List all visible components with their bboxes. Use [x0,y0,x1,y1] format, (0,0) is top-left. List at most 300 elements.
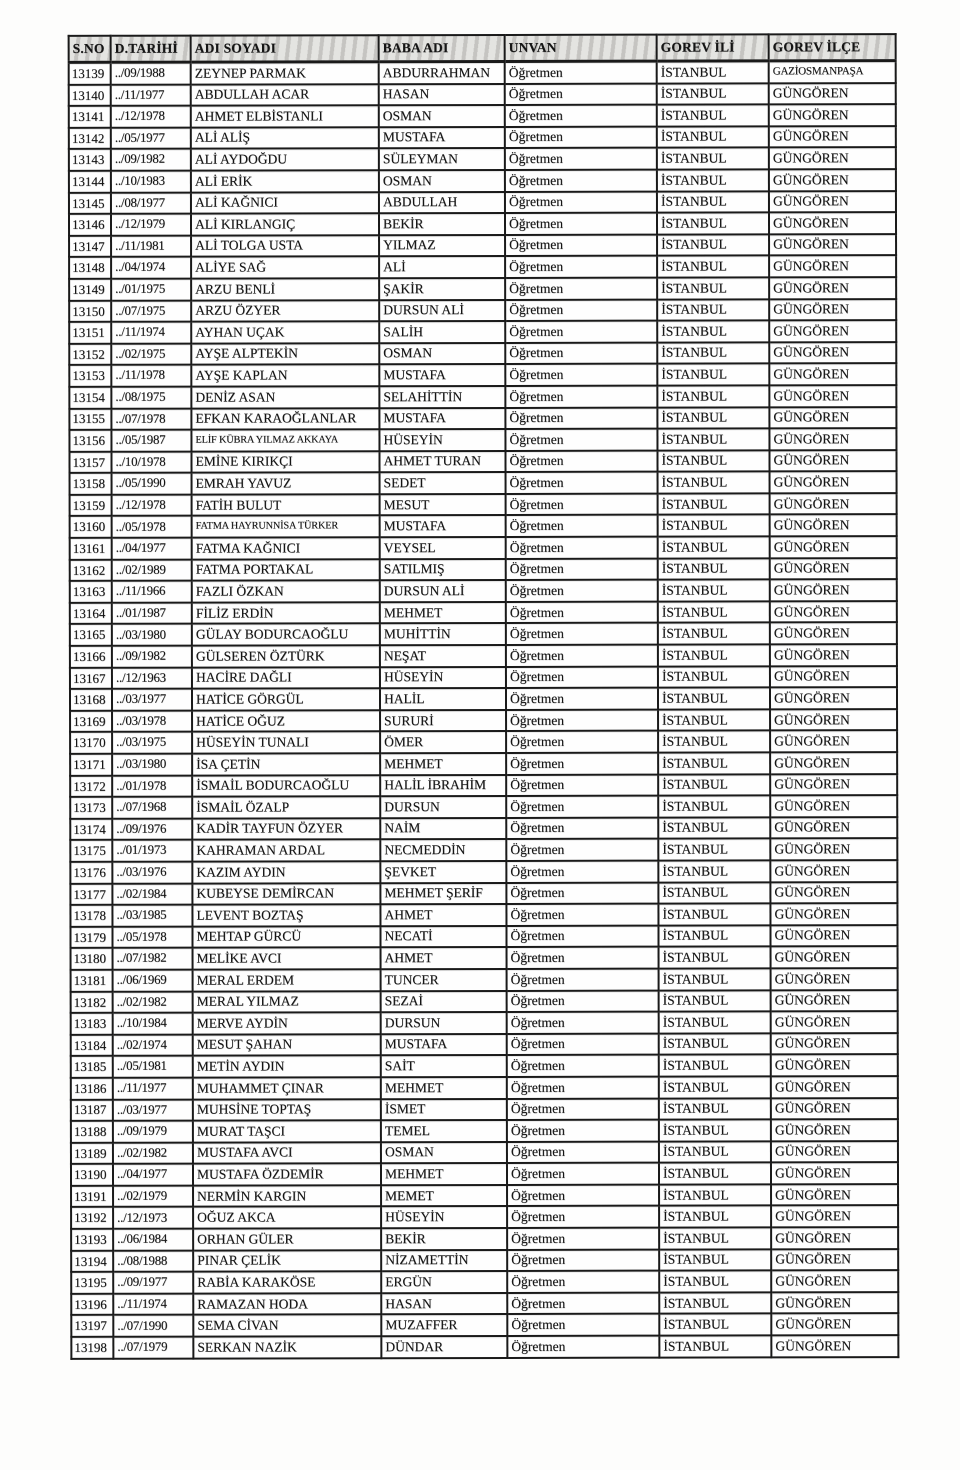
cell-date: ../02/1982 [113,1142,193,1164]
cell-title: Öğretmen [506,472,658,494]
cell-title: Öğretmen [505,126,657,148]
cell-district: GÜNGÖREN [769,234,896,256]
cell-district: GÜNGÖREN [771,1314,898,1336]
cell-date: ../07/1982 [113,948,193,970]
cell-date: ../11/1966 [112,581,192,603]
cell-date: ../02/1975 [111,343,191,365]
table-row [69,148,896,171]
cell-date: ../07/1979 [113,1337,193,1359]
table-row [70,839,897,862]
cell-title: Öğretmen [506,601,658,623]
cell-district: GÜNGÖREN [770,903,897,925]
cell-city: İSTANBUL [657,299,769,321]
cell-father: MEMET [381,1185,507,1207]
cell-name: EMİNE KIRIKÇI [191,451,379,473]
cell-father: MEHMET [380,602,506,624]
cell-district: GÜNGÖREN [769,385,896,407]
table-row [71,1249,898,1272]
cell-sno: 13145 [69,192,111,214]
cell-name: ORHAN GÜLER [193,1228,381,1250]
column-header-district: GOREV İLÇE [769,34,896,61]
cell-sno: 13149 [69,279,111,301]
cell-city: İSTANBUL [659,1271,771,1293]
cell-date: ../02/1982 [113,991,193,1013]
cell-name: AHMET ELBİSTANLI [191,105,379,127]
cell-district: GÜNGÖREN [771,990,898,1012]
cell-sno: 13140 [69,84,111,106]
cell-city: İSTANBUL [658,558,770,580]
cell-date: ../11/1977 [113,1078,193,1100]
cell-sno: 13179 [70,927,112,949]
cell-father: AHMET TURAN [379,451,505,473]
cell-father: ŞEVKET [380,861,506,883]
cell-title: Öğretmen [505,191,657,213]
cell-date: ../03/1977 [112,689,192,711]
cell-district: GÜNGÖREN [771,1335,898,1357]
cell-district: GÜNGÖREN [769,277,896,299]
cell-title: Öğretmen [505,450,657,472]
cell-name: HATİCE OĞUZ [192,710,380,732]
table-row [69,450,896,473]
cell-city: İSTANBUL [658,817,770,839]
cell-district: GÜNGÖREN [771,1076,898,1098]
table-row [70,774,897,797]
cell-sno: 13191 [71,1186,113,1208]
cell-sno: 13143 [69,149,111,171]
cell-date: ../12/1979 [111,214,191,236]
cell-district: GÜNGÖREN [771,1249,898,1271]
cell-city: İSTANBUL [659,1033,771,1055]
cell-sno: 13192 [71,1207,113,1229]
cell-date: ../11/1981 [111,235,191,257]
table-row [71,1054,898,1077]
cell-city: İSTANBUL [659,1163,771,1185]
cell-city: İSTANBUL [657,342,769,364]
cell-father: ERGÜN [381,1271,507,1293]
cell-city: İSTANBUL [657,191,769,213]
cell-father: DURSUN [380,796,506,818]
cell-district: GÜNGÖREN [769,428,896,450]
cell-father: AHMET [380,904,506,926]
cell-sno: 13183 [71,1013,113,1035]
cell-date: ../07/1968 [112,797,192,819]
cell-date: ../06/1969 [113,970,193,992]
cell-title: Öğretmen [505,407,657,429]
cell-title: Öğretmen [507,1314,659,1336]
cell-city: İSTANBUL [657,385,769,407]
cell-father: İSMET [381,1098,507,1120]
table-row [70,536,897,559]
cell-district: GÜNGÖREN [771,968,898,990]
cell-sno: 13180 [71,948,113,970]
cell-date: ../03/1980 [112,754,192,776]
cell-sno: 13184 [71,1034,113,1056]
cell-sno: 13139 [69,62,111,84]
cell-sno: 13169 [70,711,112,733]
cell-sno: 13193 [71,1229,113,1251]
cell-sno: 13189 [71,1142,113,1164]
cell-father: NECMEDDİN [380,839,506,861]
table-row [70,666,897,689]
cell-district: GÜNGÖREN [771,1033,898,1055]
cell-title: Öğretmen [506,494,658,516]
table-row [70,687,897,710]
cell-name: ARZU ÖZYER [191,300,379,322]
cell-district: GÜNGÖREN [770,558,897,580]
cell-father: HÜSEYİN [380,667,506,689]
cell-title: Öğretmen [507,1185,659,1207]
cell-father: BEKİR [379,213,505,235]
cell-sno: 13168 [70,689,112,711]
table-row [69,428,896,451]
cell-city: İSTANBUL [657,364,769,386]
cell-title: Öğretmen [506,623,658,645]
table-row [70,882,897,905]
table-row [71,1098,898,1121]
cell-city: İSTANBUL [657,83,769,105]
cell-district: GÜNGÖREN [770,839,897,861]
cell-name: FATİH BULUT [192,494,380,516]
table-row [69,234,896,257]
cell-father: SEDET [380,472,506,494]
cell-city: İSTANBUL [657,256,769,278]
table-row [70,817,897,840]
cell-district: GÜNGÖREN [771,1227,898,1249]
cell-district: GÜNGÖREN [770,731,897,753]
cell-date: ../07/1990 [113,1315,193,1337]
cell-date: ../03/1985 [112,905,192,927]
cell-sno: 13146 [69,214,111,236]
cell-name: PINAR ÇELİK [193,1250,381,1272]
cell-sno: 13156 [69,430,111,452]
table-row [70,558,897,581]
cell-district: GÜNGÖREN [769,148,896,170]
cell-name: ALİ TOLGA USTA [191,235,379,257]
cell-father: MUSTAFA [381,1034,507,1056]
cell-name: GÜLSEREN ÖZTÜRK [192,645,380,667]
cell-city: İSTANBUL [659,1184,771,1206]
table-row [69,363,896,386]
cell-sno: 13158 [70,473,112,495]
cell-name: AYŞE ALPTEKİN [191,343,379,365]
cell-father: TUNCER [381,969,507,991]
cell-date: ../08/1988 [113,1250,193,1272]
table-row [69,83,896,106]
cell-father: HASAN [379,84,505,106]
cell-father: MEHMET ŞERİF [380,883,506,905]
cell-father: DURSUN ALİ [379,299,505,321]
table-row [69,104,896,127]
table-row [70,731,897,754]
cell-date: ../11/1977 [111,84,191,106]
cell-sno: 13190 [71,1164,113,1186]
cell-district: GÜNGÖREN [770,515,897,537]
column-header-sno: S.NO [69,36,111,63]
table-row [69,255,896,278]
cell-title: Öğretmen [506,580,658,602]
cell-father: NECATİ [380,926,506,948]
cell-father: MEHMET [380,753,506,775]
cell-district: GÜNGÖREN [769,83,896,105]
cell-sno: 13175 [70,840,112,862]
cell-date: ../03/1976 [112,862,192,884]
cell-father: SURURİ [380,710,506,732]
cell-district: GÜNGÖREN [771,1119,898,1141]
cell-district: GÜNGÖREN [771,1162,898,1184]
cell-city: İSTANBUL [658,709,770,731]
cell-date: ../03/1977 [113,1099,193,1121]
cell-name: KUBEYSE DEMİRCAN [192,883,380,905]
cell-sno: 13182 [71,991,113,1013]
cell-title: Öğretmen [505,364,657,386]
cell-district: GÜNGÖREN [769,255,896,277]
cell-district: GÜNGÖREN [770,925,897,947]
cell-city: İSTANBUL [659,1141,771,1163]
cell-city: İSTANBUL [658,860,770,882]
cell-sno: 13151 [69,322,111,344]
cell-city: İSTANBUL [658,536,770,558]
cell-name: ALİ ERİK [191,170,379,192]
cell-sno: 13147 [69,236,111,258]
cell-date: ../01/1975 [111,279,191,301]
cell-title: Öğretmen [507,1098,659,1120]
cell-name: KAZIM AYDIN [192,861,380,883]
cell-name: ALİ KIRLANGIÇ [191,213,379,235]
cell-sno: 13181 [71,970,113,992]
cell-date: ../03/1980 [112,624,192,646]
cell-city: İSTANBUL [658,644,770,666]
cell-sno: 13167 [70,667,112,689]
cell-father: ŞAKİR [379,278,505,300]
cell-city: İSTANBUL [658,666,770,688]
cell-father: HALİL [380,688,506,710]
table-row [69,212,896,235]
cell-father: HALİL İBRAHİM [380,775,506,797]
cell-date: ../09/1982 [112,646,192,668]
cell-father: TEMEL [381,1120,507,1142]
cell-title: Öğretmen [506,515,658,537]
table-row [71,990,898,1013]
cell-name: EMRAH YAVUZ [192,472,380,494]
cell-name: MURAT TAŞCI [193,1120,381,1142]
cell-date: ../05/1978 [112,516,192,538]
cell-city: İSTANBUL [658,580,770,602]
cell-city: İSTANBUL [658,904,770,926]
cell-name: FAZLI ÖZKAN [192,580,380,602]
cell-sno: 13163 [70,581,112,603]
cell-title: Öğretmen [506,925,658,947]
cell-city: İSTANBUL [658,882,770,904]
cell-father: OSMAN [379,343,505,365]
cell-name: ARZU BENLİ [191,278,379,300]
cell-title: Öğretmen [507,969,659,991]
table-row [69,407,896,430]
cell-district: GÜNGÖREN [771,1206,898,1228]
cell-sno: 13142 [69,128,111,150]
cell-title: Öğretmen [506,709,658,731]
cell-sno: 13173 [70,797,112,819]
table-row [71,1184,898,1207]
cell-sno: 13159 [70,495,112,517]
cell-sno: 13195 [71,1272,113,1294]
cell-name: FATMA PORTAKAL [192,559,380,581]
cell-district: GÜNGÖREN [770,536,897,558]
cell-title: Öğretmen [507,1271,659,1293]
table-row [71,1033,898,1056]
cell-date: ../11/1978 [111,365,191,387]
cell-district: GÜNGÖREN [770,623,897,645]
cell-city: İSTANBUL [659,1012,771,1034]
table-row [70,795,897,818]
cell-district: GÜNGÖREN [769,169,896,191]
cell-father: YILMAZ [379,235,505,257]
cell-title: Öğretmen [506,817,658,839]
cell-sno: 13162 [70,559,112,581]
cell-name: İSMAİL BODURCAOĞLU [192,775,380,797]
table-row [70,644,897,667]
column-header-title: UNVAN [505,35,657,62]
cell-city: İSTANBUL [657,407,769,429]
cell-title: Öğretmen [505,256,657,278]
cell-name: METİN AYDIN [193,1056,381,1078]
column-header-date: D.TARİHİ [111,36,191,63]
cell-date: ../05/1987 [111,430,191,452]
cell-father: DURSUN [381,1012,507,1034]
cell-title: Öğretmen [505,83,657,105]
cell-sno: 13152 [69,343,111,365]
cell-city: İSTANBUL [658,515,770,537]
cell-date: ../05/1978 [112,926,192,948]
cell-city: İSTANBUL [658,601,770,623]
cell-date: ../03/1975 [112,732,192,754]
cell-sno: 13188 [71,1121,113,1143]
cell-name: NERMİN KARGIN [193,1185,381,1207]
cell-title: Öğretmen [505,386,657,408]
cell-name: DENİZ ASAN [191,386,379,408]
cell-title: Öğretmen [506,904,658,926]
table-row [70,709,897,732]
cell-sno: 13174 [70,819,112,841]
cell-name: MESUT ŞAHAN [193,1034,381,1056]
cell-title: Öğretmen [506,839,658,861]
cell-name: SEMA CİVAN [193,1315,381,1337]
cell-date: ../06/1984 [113,1229,193,1251]
table-row [71,1119,898,1142]
cell-city: İSTANBUL [657,321,769,343]
cell-name: KAHRAMAN ARDAL [192,840,380,862]
table-row [70,903,897,926]
cell-title: Öğretmen [506,666,658,688]
cell-city: İSTANBUL [659,947,771,969]
cell-city: İSTANBUL [657,169,769,191]
cell-sno: 13164 [70,603,112,625]
cell-city: İSTANBUL [659,1076,771,1098]
cell-title: Öğretmen [505,148,657,170]
cell-district: GÜNGÖREN [770,644,897,666]
table-row [71,946,898,969]
cell-father: ABDULLAH [379,192,505,214]
cell-city: İSTANBUL [657,213,769,235]
cell-date: ../11/1974 [111,322,191,344]
cell-father: OSMAN [379,105,505,127]
cell-name: LEVENT BOZTAŞ [192,904,380,926]
cell-name: MERAL ERDEM [193,969,381,991]
cell-sno: 13165 [70,624,112,646]
cell-date: ../11/1974 [113,1293,193,1315]
cell-name: ALİ ALİŞ [191,127,379,149]
cell-city: İSTANBUL [658,752,770,774]
table-row [69,320,896,343]
cell-district: GÜNGÖREN [769,363,896,385]
cell-name: ALİ KAĞNICI [191,192,379,214]
cell-sno: 13160 [70,516,112,538]
cell-father: MUSTAFA [380,515,506,537]
cell-father: MUSTAFA [379,364,505,386]
cell-name: İSA ÇETİN [192,753,380,775]
cell-district: GÜNGÖREN [769,342,896,364]
cell-father: SÜLEYMAN [379,148,505,170]
cell-date: ../08/1977 [111,192,191,214]
cell-sno: 13186 [71,1078,113,1100]
cell-date: ../01/1978 [112,775,192,797]
cell-father: MUHİTTİN [380,623,506,645]
cell-name: SERKAN NAZİK [193,1336,381,1358]
cell-name: HACİRE DAĞLI [192,667,380,689]
cell-district: GÜNGÖREN [769,299,896,321]
cell-sno: 13187 [71,1099,113,1121]
cell-father: MEHMET [381,1163,507,1185]
cell-date: ../05/1977 [111,127,191,149]
cell-name: ALİ AYDOĞDU [191,149,379,171]
header-row [69,34,896,62]
cell-district: GÜNGÖREN [771,1141,898,1163]
cell-sno: 13194 [71,1250,113,1272]
cell-father: SAİT [381,1055,507,1077]
cell-district: GÜNGÖREN [769,191,896,213]
column-header-father: BABA ADI [379,35,505,62]
cell-title: Öğretmen [507,1206,659,1228]
cell-sno: 13150 [69,300,111,322]
cell-city: İSTANBUL [658,688,770,710]
cell-date: ../03/1978 [112,710,192,732]
cell-city: İSTANBUL [659,1206,771,1228]
cell-district: GÜNGÖREN [770,860,897,882]
cell-city: İSTANBUL [658,774,770,796]
cell-father: SATILMIŞ [380,559,506,581]
cell-city: İSTANBUL [658,839,770,861]
cell-city: İSTANBUL [657,126,769,148]
cell-sno: 13197 [71,1315,113,1337]
cell-title: Öğretmen [507,1249,659,1271]
cell-father: HÜSEYİN [379,429,505,451]
cell-name: HÜSEYİN TUNALI [192,732,380,754]
cell-title: Öğretmen [507,1120,659,1142]
cell-district: GÜNGÖREN [771,946,898,968]
cell-title: Öğretmen [506,796,658,818]
cell-name: RABİA KARAKÖSE [193,1271,381,1293]
cell-name: İSMAİL ÖZALP [192,796,380,818]
cell-city: İSTANBUL [659,1314,771,1336]
cell-name: FATMA KAĞNICI [192,537,380,559]
table-row [69,385,896,408]
cell-father: SELAHİTTİN [379,386,505,408]
cell-title: Öğretmen [507,1336,659,1358]
cell-father: MEHMET [381,1077,507,1099]
cell-district: GÜNGÖREN [770,774,897,796]
cell-title: Öğretmen [507,1292,659,1314]
cell-sno: 13177 [70,883,112,905]
cell-date: ../09/1982 [111,149,191,171]
